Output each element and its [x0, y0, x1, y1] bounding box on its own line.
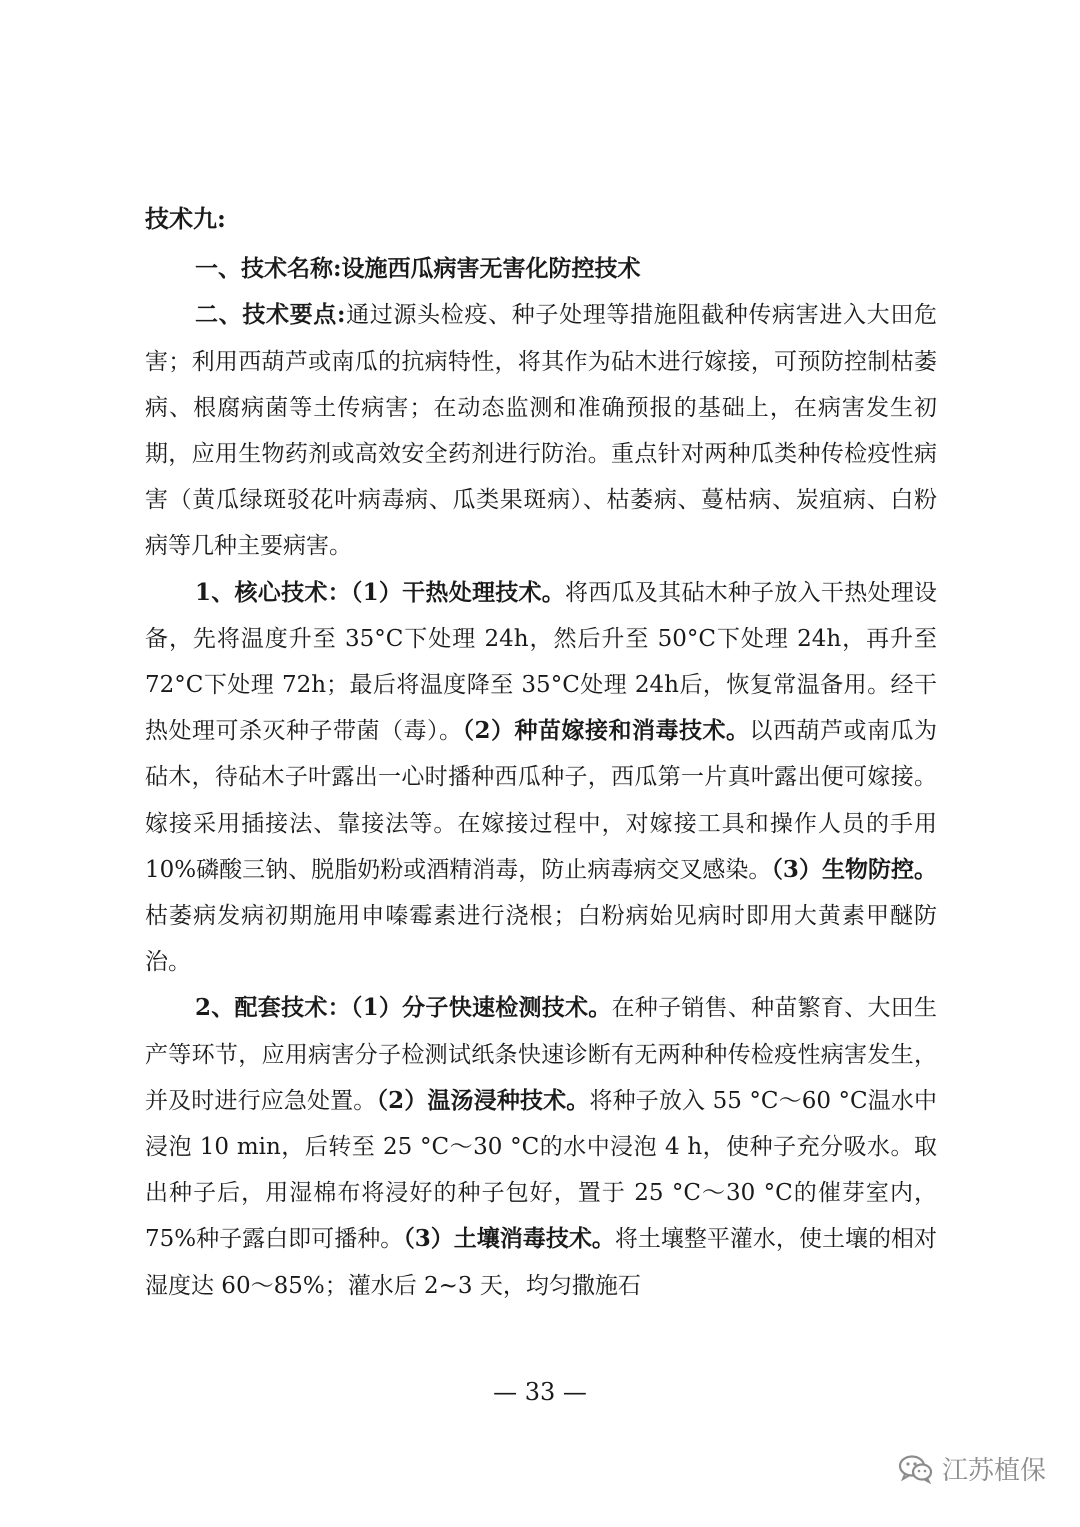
technology-points-label: 二、技术要点:: [195, 301, 346, 329]
technology-points-text: 通过源头检疫、种子处理等措施阻截种传病害进入大田危害；利用西葫芦或南瓜的抗病特性，将其作为砧木进行嫁接，可预防控制枯萎病、根腐病菌等土传病害；在动态监测和准确预报的基础上，在病害发生初期，应用生物药剂或高效安全药剂进行防治。重点针对两种瓜类种传检疫性病害（黄瓜绿斑驳花叶病毒病、瓜类果斑病）、枯萎病、蔓枯病、炭疽病、白粉病等几种主要病害。: [145, 302, 938, 560]
watermark-text: 江苏植保: [941, 1456, 1046, 1486]
core-technology-label: 1、核心技术：（1）干热处理技术。: [195, 578, 566, 606]
core-technology-text-2: 以西葫芦或南瓜为砧木，待砧木子叶露出一心时播种西瓜种子，西瓜第一片真叶露出便可嫁接。嫁接采用插接法、靠接法等。在嫁接过程中，对嫁接工具和操作人员的手用 10%磷酸三钠、脱脂奶粉或酒精消毒，防止病毒病交叉感染。: [145, 718, 937, 883]
core-technology-text-3: 枯萎病发病初期施用申嗪霉素进行浇根；白粉病始见病时即用大黄素甲醚防治。: [145, 903, 937, 976]
core-technology-subheading-3: （3）生物防控。: [771, 855, 937, 883]
core-technology-text-1: 将西瓜及其砧木种子放入干热处理设备，先将温度升至 35°C下处理 24h，然后升至 50°C下处理 24h，再升至 72°C下处理 72h；最后将温度降至 35°C处理 24h后，恢复常温备用。经干热处理可杀灭种子带菌（毒）。: [145, 579, 937, 745]
supporting-technology-text-2: 将种子放入 55 °C～60 °C温水中浸泡 10 min，后转至 25 °C～30 °C的水中浸泡 4 h，使种子充分吸水。取出种子后，用湿棉布将浸好的种子包好，置于 25 °C～30 °C的催芽室内，75%种子露白即可播种。: [145, 1087, 937, 1253]
document-body: [145, 196, 937, 1309]
core-technology-paragraph: [145, 570, 937, 986]
supporting-technology-text-3: 将土壤整平灌水，使土壤的相对湿度达 60～85%；灌水后 2~3 天，均匀撒施石: [145, 1226, 938, 1299]
core-technology-subheading-2: （2）种苗嫁接和消毒技术。: [462, 717, 750, 745]
page-number: — 33 —: [493, 1378, 587, 1406]
technology-points-paragraph: [145, 292, 937, 569]
supporting-technology-paragraph: [145, 985, 937, 1308]
technology-name-heading: [145, 246, 937, 292]
supporting-technology-subheading-2: （2）温汤浸种技术。: [376, 1086, 590, 1114]
supporting-technology-text-1: 在种子销售、种苗繁育、大田生产等环节，应用病害分子检测试纸条快速诊断有无两种种传检疫性病害发生，并及时进行应急处置。: [145, 995, 937, 1114]
wechat-icon: [898, 1454, 934, 1484]
section-title: 技术九:: [145, 204, 226, 233]
technology-name-value: 设施西瓜病害无害化防控技术: [341, 255, 641, 283]
technology-name-label: 一、技术名称:: [195, 255, 342, 283]
supporting-technology-label: 2、配套技术：（1）分子快速检测技术。: [195, 994, 612, 1022]
supporting-technology-subheading-3: （3）土壤消毒技术。: [403, 1225, 615, 1253]
source-watermark: [898, 1450, 1046, 1487]
